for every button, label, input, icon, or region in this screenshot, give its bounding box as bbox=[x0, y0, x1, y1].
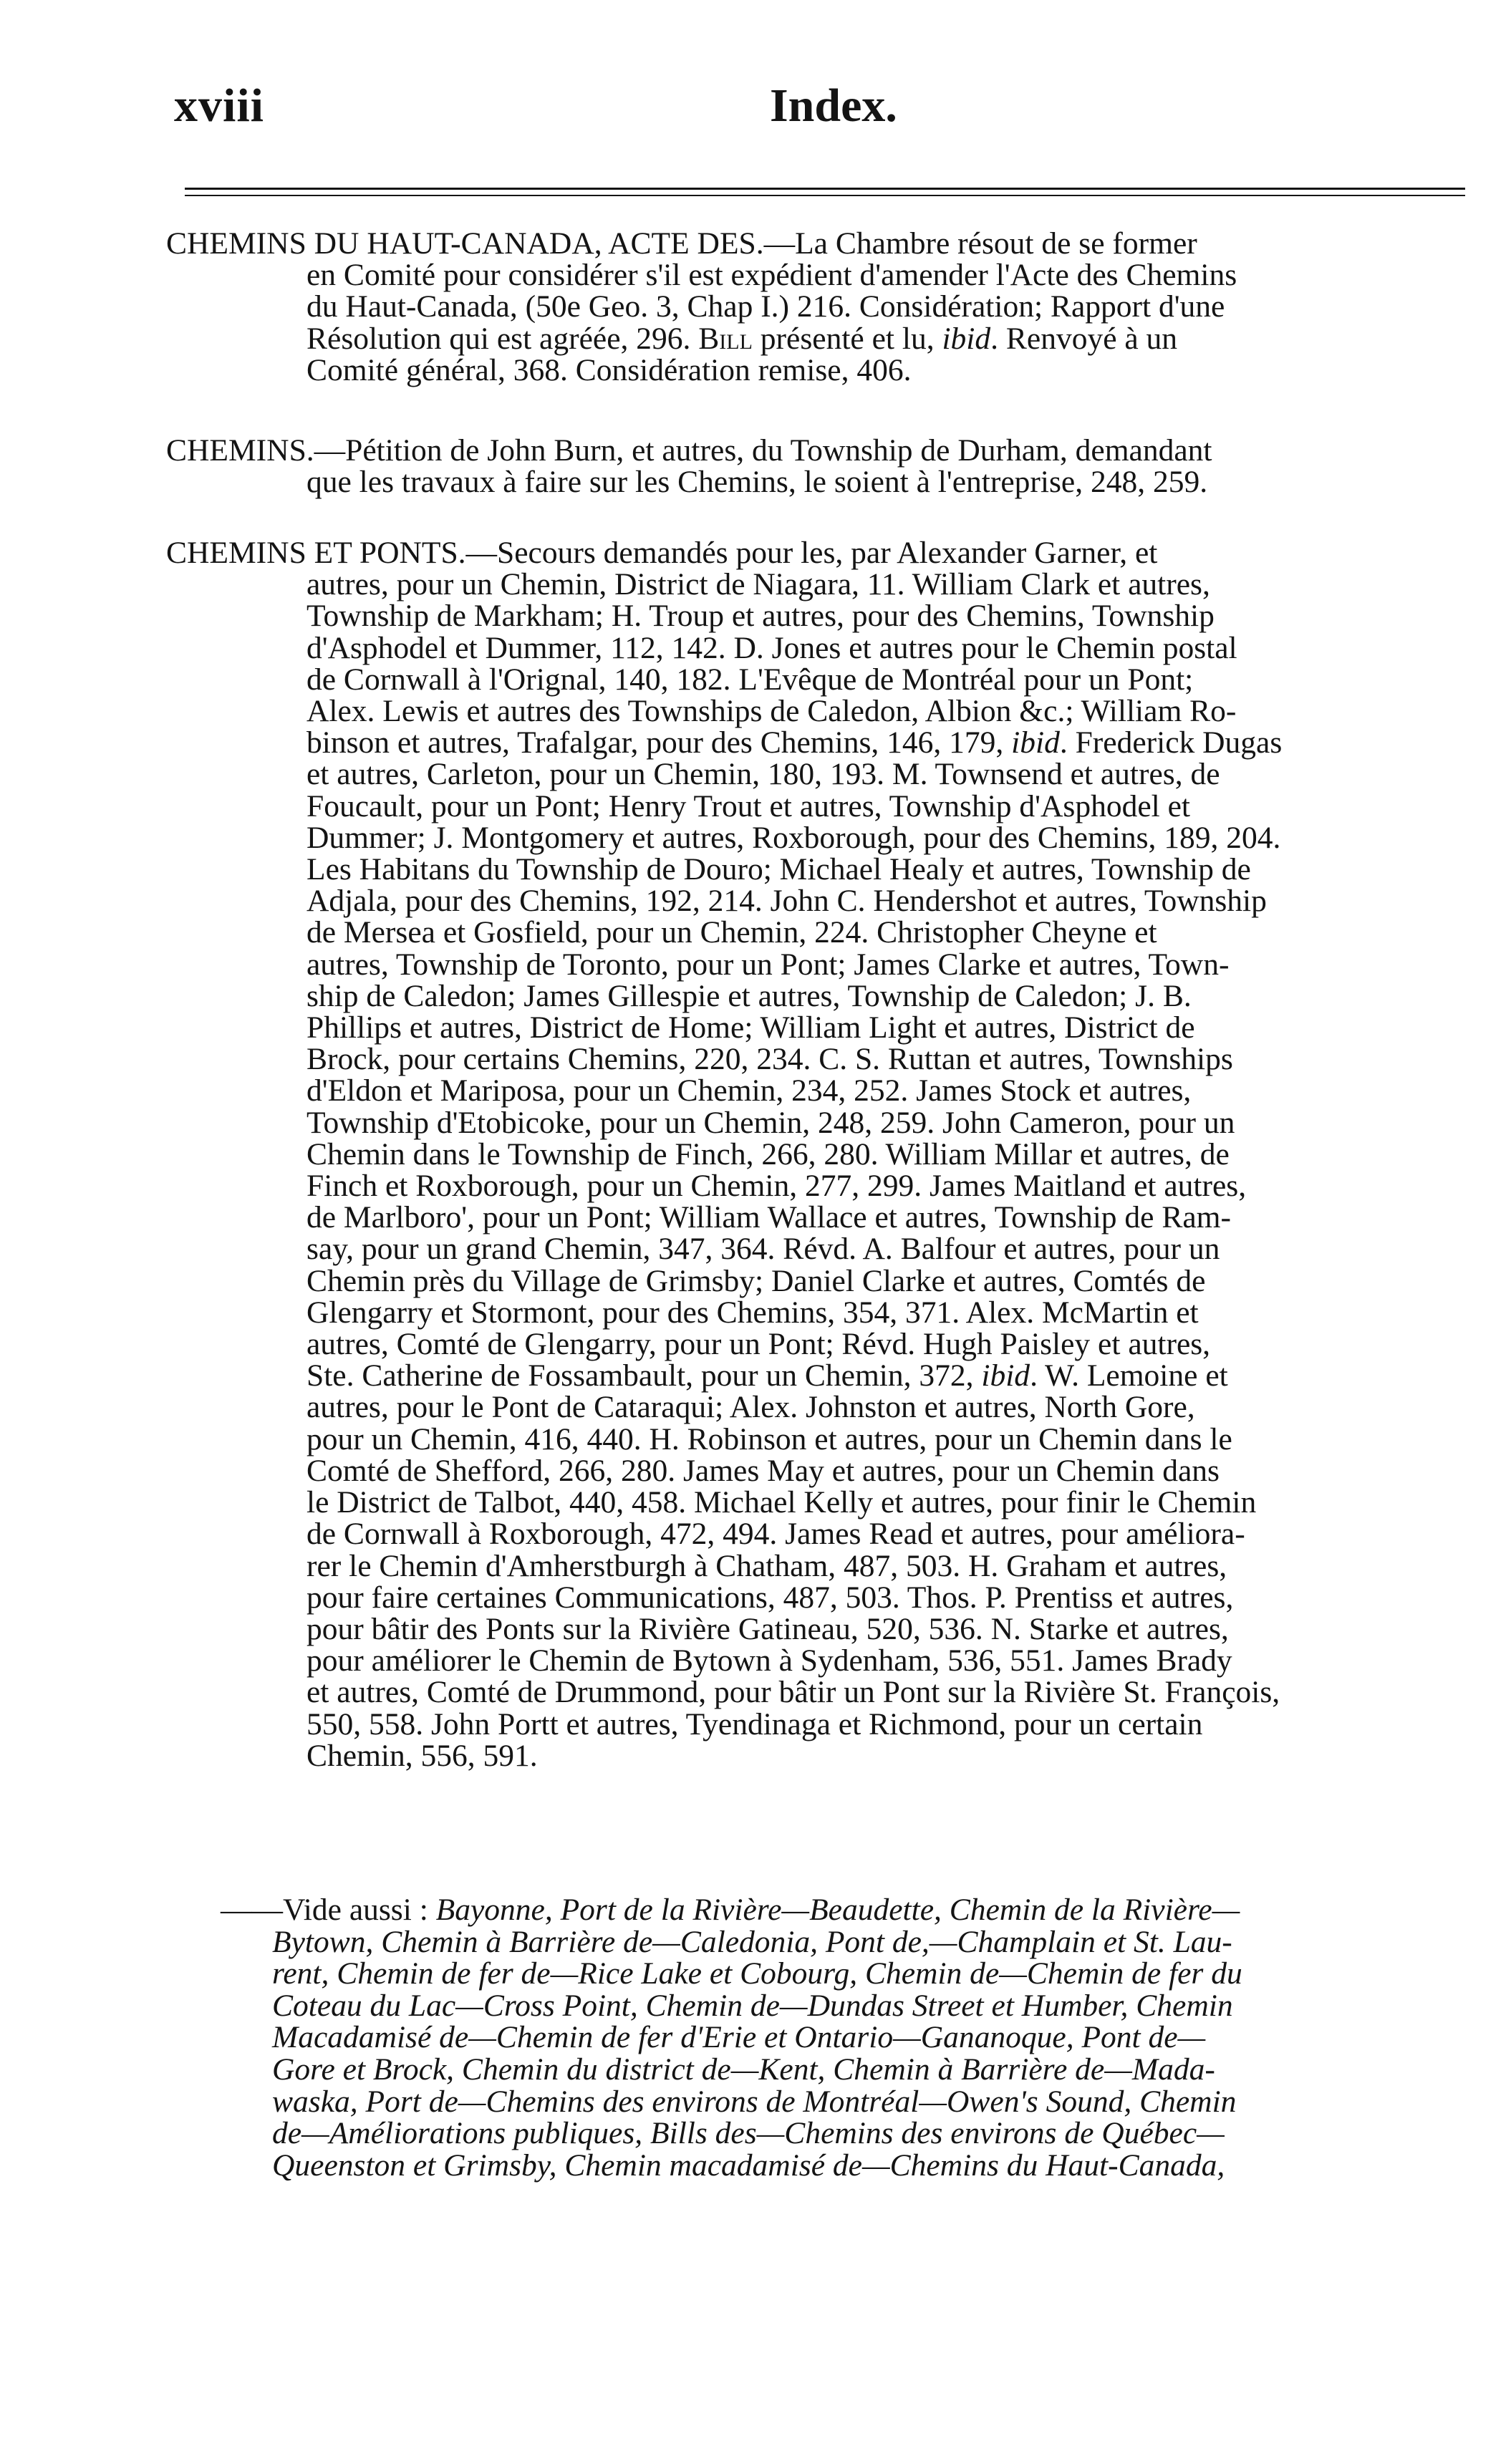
entry-heading: CHEMINS ET PONTS. bbox=[166, 536, 466, 570]
entry-line: autres, Township de Toronto, pour un Pont; James Clarke et autres, Town- bbox=[306, 947, 1230, 982]
entry-line: ship de Caledon; James Gillespie et autres, Township de Caledon; J. B. bbox=[306, 978, 1192, 1013]
entry-line: Finch et Roxborough, pour un Chemin, 277, 299. James Maitland et autres, bbox=[306, 1169, 1247, 1204]
entry-line: Les Habitans du Township de Douro; Michael Healy et autres, Township de bbox=[306, 852, 1251, 887]
entry-line: du Haut-Canada, (50e Geo. 3, Chap I.) 216. Considération; Rapport d'une bbox=[306, 289, 1225, 324]
see-also-line: Queenston et Grimsby, Chemin macadamisé de—Chemins du Haut-Canada, bbox=[272, 2147, 1225, 2183]
see-also-line: de—Améliorations publiques, Bills des—Chemins des environs de Québec— bbox=[272, 2116, 1225, 2151]
entry-line: Dummer; J. Montgomery et autres, Roxborough, pour des Chemins, 189, 204. bbox=[306, 820, 1281, 855]
entry-line: Brock, pour certains Chemins, 220, 234. C. S. Ruttan et autres, Townships bbox=[306, 1042, 1233, 1077]
see-also-lead: ——Vide aussi : bbox=[221, 1893, 436, 1927]
entry-line: pour bâtir des Ponts sur la Rivière Gatineau, 520, 536. N. Starke et autres, bbox=[306, 1611, 1229, 1646]
entry-line: Adjala, pour des Chemins, 192, 214. John C. Hendershot et autres, Township bbox=[306, 884, 1267, 919]
entry-line: de Cornwall à Roxborough, 472, 494. James Read et autres, pour améliora- bbox=[306, 1517, 1245, 1552]
index-entry-chemins-haut-canada bbox=[166, 228, 1462, 386]
entry-line: que les travaux à faire sur les Chemins, le soient à l'entreprise, 248, 259. bbox=[306, 465, 1208, 500]
ibid-ref: ibid bbox=[942, 321, 991, 356]
entry-line: et autres, Carleton, pour un Chemin, 180, 193. M. Townsend et autres, de bbox=[306, 757, 1220, 792]
page-title: Index. bbox=[770, 79, 897, 132]
entry-line: . Renvoyé à un bbox=[990, 321, 1178, 356]
ibid-ref: ibid bbox=[1011, 725, 1060, 760]
entry-line: de Cornwall à l'Orignal, 140, 182. L'Evêque de Montréal pour un Pont; bbox=[306, 662, 1194, 697]
index-entry-chemins bbox=[166, 435, 1462, 498]
entry-line: Comité général, 368. Considération remise, 406. bbox=[306, 352, 912, 387]
entry-line: Phillips et autres, District de Home; William Light et autres, District de bbox=[306, 1010, 1195, 1045]
entry-line: autres, pour le Pont de Cataraqui; Alex. Johnston et autres, North Gore, bbox=[306, 1390, 1195, 1425]
entry-line: autres, Comté de Glengarry, pour un Pont; Révd. Hugh Paisley et autres, bbox=[306, 1327, 1211, 1362]
entry-text: —La Chambre résout de se former bbox=[763, 226, 1197, 261]
entry-line: de Mersea et Gosfield, pour un Chemin, 224. Christopher Cheyne et bbox=[306, 915, 1157, 950]
entry-line: say, pour un grand Chemin, 347, 364. Révd. A. Balfour et autres, pour un bbox=[306, 1232, 1220, 1267]
entry-line: d'Eldon et Mariposa, pour un Chemin, 234, 252. James Stock et autres, bbox=[306, 1073, 1192, 1108]
bill-word: Bill bbox=[698, 321, 753, 356]
see-also-line: Coteau du Lac—Cross Point, Chemin de—Dundas Street et Humber, Chemin bbox=[272, 1988, 1233, 2023]
see-also-line: Macadamisé de—Chemin de fer d'Erie et Ontario—Gananoque, Pont de— bbox=[272, 2020, 1206, 2055]
index-entry-chemins-et-ponts bbox=[166, 537, 1462, 1772]
see-also-line: waska, Port de—Chemins des environs de Montréal—Owen's Sound, Chemin bbox=[272, 2084, 1237, 2119]
see-also-line: Bytown, Chemin à Barrière de—Caledonia, Pont de,—Champlain et St. Lau- bbox=[272, 1924, 1232, 1959]
entry-line: et autres, Comté de Drummond, pour bâtir un Pont sur la Rivière St. François, bbox=[306, 1675, 1280, 1710]
entry-line: Comté de Shefford, 266, 280. James May et autres, pour un Chemin dans bbox=[306, 1453, 1220, 1488]
see-also-line: Bayonne, Port de la Rivière—Beaudette, Chemin de la Rivière— bbox=[435, 1893, 1240, 1927]
entry-line: Chemin, 556, 591. bbox=[306, 1738, 538, 1773]
entry-text: —Pétition de John Burn, et autres, du Township de Durham, demandant bbox=[314, 433, 1212, 468]
entry-text: —Secours demandés pour les, par Alexander Garner, et bbox=[465, 536, 1158, 570]
entry-line: d'Asphodel et Dummer, 112, 142. D. Jones et autres pour le Chemin postal bbox=[306, 630, 1237, 665]
header-rule bbox=[185, 188, 1465, 190]
entry-line: . Frederick Dugas bbox=[1059, 725, 1283, 760]
entry-line: de Marlboro', pour un Pont; William Wallace et autres, Township de Ram- bbox=[306, 1200, 1232, 1235]
entry-line: . W. Lemoine et bbox=[1030, 1358, 1228, 1393]
entry-line: Ste. Catherine de Fossambault, pour un Chemin, 372, bbox=[306, 1358, 982, 1393]
ibid-ref: ibid bbox=[981, 1358, 1030, 1393]
entry-line: présenté et lu, bbox=[752, 321, 942, 356]
entry-line: Résolution qui est agréée, 296. bbox=[306, 321, 699, 356]
page-number: xviii bbox=[174, 79, 265, 132]
entry-line: Foucault, pour un Pont; Henry Trout et autres, Township d'Asphodel et bbox=[306, 788, 1191, 823]
entry-line: rer le Chemin d'Amherstburgh à Chatham, 487, 503. H. Graham et autres, bbox=[306, 1548, 1227, 1583]
entry-line: pour un Chemin, 416, 440. H. Robinson et autres, pour un Chemin dans le bbox=[306, 1421, 1232, 1456]
entry-line: autres, pour un Chemin, District de Niagara, 11. William Clark et autres, bbox=[306, 567, 1210, 602]
entry-line: 550, 558. John Portt et autres, Tyendinaga et Richmond, pour un certain bbox=[306, 1706, 1203, 1741]
entry-line: Chemin dans le Township de Finch, 266, 280. William Millar et autres, de bbox=[306, 1136, 1230, 1171]
entry-line: binson et autres, Trafalgar, pour des Chemins, 146, 179, bbox=[306, 725, 1012, 760]
entry-line: Chemin près du Village de Grimsby; Daniel Clarke et autres, Comtés de bbox=[306, 1263, 1206, 1298]
entry-line: Alex. Lewis et autres des Townships de Caledon, Albion &c.; William Ro- bbox=[306, 694, 1237, 729]
index-see-also bbox=[221, 1894, 1409, 2181]
see-also-line: rent, Chemin de fer de—Rice Lake et Cobourg, Chemin de—Chemin de fer du bbox=[272, 1956, 1242, 1991]
see-also-line: Gore et Brock, Chemin du district de—Kent, Chemin à Barrière de—Mada- bbox=[272, 2052, 1215, 2087]
entry-line: Glengarry et Stormont, pour des Chemins, 354, 371. Alex. McMartin et bbox=[306, 1295, 1199, 1330]
entry-line: Township de Markham; H. Troup et autres, pour des Chemins, Township bbox=[306, 599, 1215, 634]
entry-line: le District de Talbot, 440, 458. Michael Kelly et autres, pour finir le Chemin bbox=[306, 1485, 1257, 1520]
entry-line: en Comité pour considérer s'il est expédient d'amender l'Acte des Chemins bbox=[306, 258, 1237, 293]
entry-line: pour faire certaines Communications, 487, 503. Thos. P. Prentiss et autres, bbox=[306, 1580, 1234, 1615]
entry-heading: CHEMINS. bbox=[166, 433, 314, 468]
entry-line: pour améliorer le Chemin de Bytown à Sydenham, 536, 551. James Brady bbox=[306, 1643, 1232, 1678]
header-rule-thin bbox=[185, 195, 1465, 196]
entry-heading: CHEMINS DU HAUT-CANADA, ACTE DES. bbox=[166, 226, 764, 261]
entry-line: Township d'Etobicoke, pour un Chemin, 248, 259. John Cameron, pour un bbox=[306, 1105, 1235, 1140]
